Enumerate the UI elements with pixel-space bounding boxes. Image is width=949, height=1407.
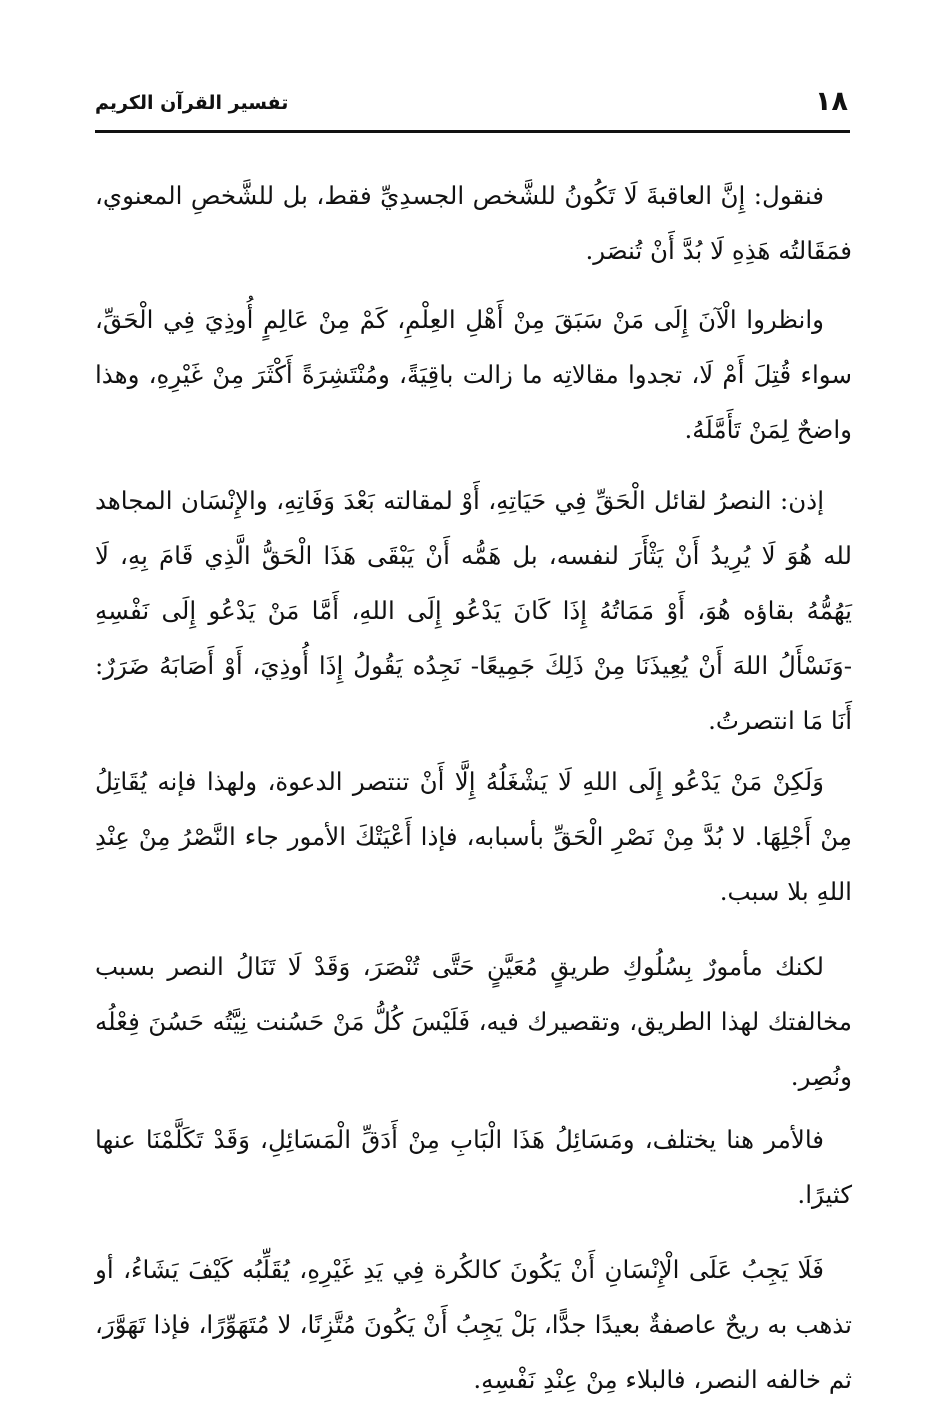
paragraph <box>95 939 852 1104</box>
paragraph <box>95 1112 852 1222</box>
running-title: تفسير القرآن الكريم <box>95 92 289 114</box>
paragraph-text: إذن: النصرُ لقائل الْحَقِّ فِي حَيَاتِهِ، أَوْ لمقالته بَعْدَ وَفَاتِهِ، والإِنْسَان المجاهد لله هُوَ لَا يُرِيدُ أَنْ يَثْأَرَ لنفسه، بل هَمُّه أَنْ يَبْقَى هَذَا الْحَقُّ الَّذِي قَامَ بِهِ، لَا يَهُمُّهُ بقاؤه هُوَ، أَوْ مَمَاتُهُ إِذَا كَانَ يَدْعُو إِلَى اللهِ، أَمَّا مَنْ يَدْعُو إِلَى نَفْسِهِ -وَنَسْأَلُ اللهَ أَنْ يُعِيذَنَا مِنْ ذَلِكَ جَمِيعًا- نَجِدُه يَقُولُ إِذَا أُوذِيَ، أَوْ أَصَابَهُ ضَرَرٌ: أَنَا مَا انتصرتُ. <box>95 486 852 735</box>
paragraph <box>95 754 852 919</box>
paragraph-text: وانظروا الْآنَ إِلَى مَنْ سَبَقَ مِنْ أَهْلِ العِلْمِ، كَمْ مِنْ عَالِمٍ أُوذِيَ فِي الْحَقِّ، سواء قُتِلَ أَمْ لَا، تجدوا مقالاتِه ما زالت باقِيَةً، ومُنْتَشِرَةً أَكْثَرَ مِنْ غَيْرِهِ، وهذا واضحٌ لِمَنْ تَأَمَّلَهُ. <box>95 305 852 444</box>
paragraph <box>95 292 852 457</box>
page-body <box>95 168 852 1407</box>
paragraph <box>95 168 852 278</box>
paragraph-text: فنقول: إِنَّ العاقبةَ لَا تَكُونُ للشَّخص الجسدِيِّ فقط، بل للشَّخصِ المعنوي، فمَقَالتُه هَذِهِ لَا بُدَّ أَنْ تُنصَر. <box>95 181 852 265</box>
paragraph-text: فَلَا يَجِبُ عَلَى الْإِنْسَانِ أَنْ يَكُونَ كالكُرة فِي يَدِ غَيْرِهِ، يُقَلِّبُه كَيْفَ يَشَاءُ، أو تذهب به ريحٌ عاصفةٌ بعيدًا جدًّا، بَلْ يَجِبُ أَنْ يَكُونَ مُتَّزِنًا، لا مُتَهَوِّرًا، فإذا تَهَوَّرَ، ثم خالفه النصر، فالبلاء مِنْ عِنْدِ نَفْسِهِ. <box>95 1255 852 1394</box>
paragraph-text: وَلَكِنْ مَنْ يَدْعُو إِلَى اللهِ لَا يَشْغَلُهُ إِلَّا أَنْ تنتصر الدعوة، ولهذا فإنه يُقَاتِلُ مِنْ أَجْلِهَا. لا بُدَّ مِنْ نَصْرِ الْحَقِّ بأسبابه، فإذا أَعْيَتْكَ الأمور جاء النَّصْرُ مِنْ عِنْدِ اللهِ بلا سبب. <box>95 767 852 906</box>
paragraph <box>95 1242 852 1407</box>
paragraph-text: فالأمر هنا يختلف، ومَسَائِلُ هَذَا الْبَابِ مِنْ أَدَقِّ الْمَسَائِلِ، وَقَدْ تَكَلَّمْنَا عنها كثيرًا. <box>95 1125 852 1209</box>
page-number: ١٨ <box>815 86 848 117</box>
page-header <box>95 86 850 133</box>
paragraph-text: لكنك مأمورٌ بِسُلُوكِ طريقٍ مُعَيَّنٍ حَتَّى تُنْصَرَ، وَقَدْ لَا تَنَالُ النصر بسبب مخالفتك لهذا الطريق، وتقصيرك فيه، فَلَيْسَ كُلُّ مَنْ حَسُنت نِيَّتُه حَسُنَ فِعْلُه ونُصِر. <box>95 952 852 1091</box>
paragraph <box>95 473 852 748</box>
